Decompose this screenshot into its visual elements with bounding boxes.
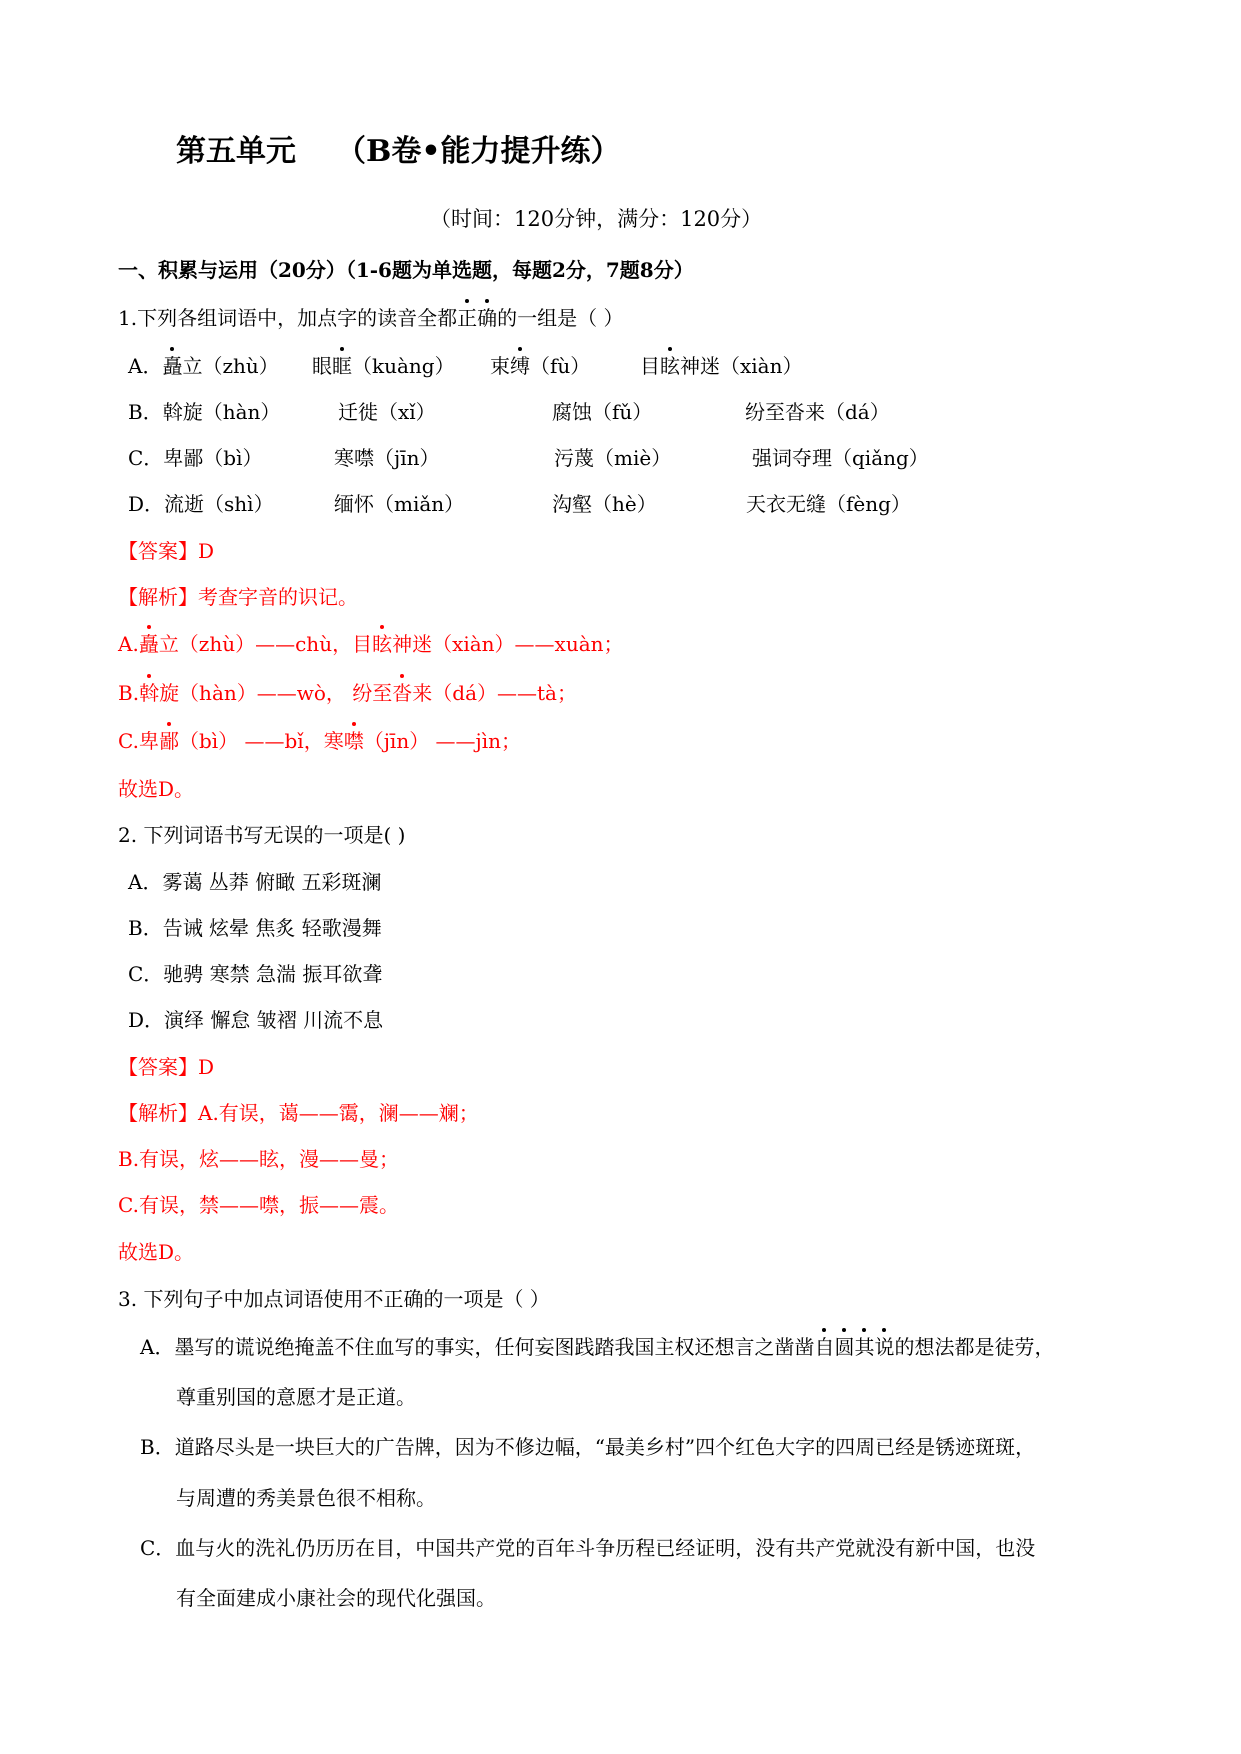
q3-option-c-line2: 有全面建成小康社会的现代化强国。 [176,1586,496,1610]
q1-option-c-word2: 寒噤（jīn） [334,446,440,470]
q2-analysis-b: B.有误，炫——眩，漫——曼； [118,1147,400,1171]
page-title [176,134,621,170]
q2-analysis-a: 【解析】A.有误，蔼——霭，澜——斓； [118,1101,479,1125]
q1-option-a-word3: 束缚（fù） [490,354,591,378]
emphasis-dot-char: 矗 [138,632,159,656]
title-main: 第五单元 [176,134,296,169]
q2-option-c: C．驰骋 寒禁 急湍 振耳欲聋 [128,962,383,986]
q2-analysis-c: C.有误，禁——噤，振——震。 [118,1193,399,1217]
q1-stem: 1.下列各组词语中，加点字的读音全都正确的一组是（ ） [118,306,624,330]
q1-option-a-word2: 眼眶（kuàng） [312,354,455,378]
emphasis-dot-char: 正 [457,306,478,330]
emphasis-dot-char: 眩 [372,632,393,656]
q1-option-b-word4: 纷至沓来（dá） [745,400,890,424]
q2-option-d: D．演绎 懈怠 皱褶 川流不息 [128,1008,384,1032]
q2-option-a: A．雾蔼 丛莽 俯瞰 五彩斑澜 [128,870,382,894]
emphasis-dot-char: 斡 [139,681,160,705]
q3-option-a-line2: 尊重别国的意愿才是正道。 [176,1385,416,1409]
q1-option-a-word4: 目眩神迷（xiàn） [640,354,803,378]
emphasis-dot-char: 眩 [660,354,680,378]
emphasis-dot-char: 其 [854,1335,875,1359]
q1-analysis: 【解析】考查字音的识记。 [118,585,358,609]
emphasis-dot-char: 圆 [834,1335,855,1359]
emphasis-dot-char: 沓 [392,681,413,705]
q1-option-d-word4: 天衣无缝（fèng） [746,492,911,516]
emphasis-dot-char: 眶 [332,354,352,378]
exam-info: （时间：120分钟，满分：120分） [430,207,763,231]
emphasis-dot-char: 鄙 [158,729,179,753]
emphasis-dot-char: 缚 [510,354,530,378]
emphasis-dot-char: 自 [814,1335,835,1359]
q2-answer: 【答案】D [118,1055,215,1079]
q1-option-c-word3: 污蔑（miè） [554,446,672,470]
q1-option-d-word2: 缅怀（miǎn） [334,492,465,516]
q1-option-c-word4: 强词夺理（qiǎng） [752,446,929,470]
q1-option-b-word3: 腐蚀（fǔ） [552,400,653,424]
q1-option-c: C．卑鄙（bì） [128,446,263,470]
emphasis-dot-char: 说 [874,1335,895,1359]
q1-option-b: B．斡旋（hàn） [128,400,281,424]
q1-option-b-word2: 迁徙（xǐ） [338,400,436,424]
q1-option-d-word3: 沟壑（hè） [552,492,657,516]
q3-stem: 3. 下列句子中加点词语使用不正确的一项是（ ） [118,1287,550,1311]
q3-option-b-line1: B．道路尽头是一块巨大的广告牌，因为不修边幅，“最美乡村”四个红色大字的四周已经是锈迹斑斑， [140,1435,1036,1459]
q1-analysis-a: A.矗立（zhù）——chù，目眩神迷（xiàn）——xuàn； [118,632,624,656]
q1-option-d: D．流逝（shì） [128,492,274,516]
emphasis-dot-char: 噤 [343,729,364,753]
section-heading: 一、积累与运用（20分）（1-6题为单选题，每题2分，7题8分） [118,258,694,282]
q1-option-a: A．矗立（zhù） [128,354,279,378]
q3-option-c-line1: C．血与火的洗礼仍历历在目，中国共产党的百年斗争历程已经证明，没有共产党就没有新中国，也没 [140,1536,1036,1560]
emphasis-dot-char: 确 [477,306,498,330]
q2-option-b: B．告诫 炫晕 焦炙 轻歌漫舞 [128,916,382,940]
q2-stem: 2. 下列词语书写无误的一项是( ) [118,823,406,847]
q1-analysis-c: C.卑鄙（bì） ——bǐ，寒噤（jīn） ——jìn； [118,729,522,753]
q3-option-b-line2: 与周遭的秀美景色很不相称。 [176,1486,436,1510]
emphasis-dot-char: 矗 [162,354,183,378]
q2-conclusion: 故选D。 [118,1240,195,1264]
q1-conclusion: 故选D。 [118,777,195,801]
q1-analysis-b: B.斡旋（hàn）——wò， 纷至沓来（dá）——tà； [118,681,577,705]
title-sub: （B卷•能力提升练） [336,134,621,169]
q1-answer: 【答案】D [118,539,215,563]
q3-option-a-line1: A．墨写的谎说绝掩盖不住血写的事实，任何妄图践踏我国主权还想言之凿凿自圆其说的想法都是徒劳， [140,1335,1055,1359]
